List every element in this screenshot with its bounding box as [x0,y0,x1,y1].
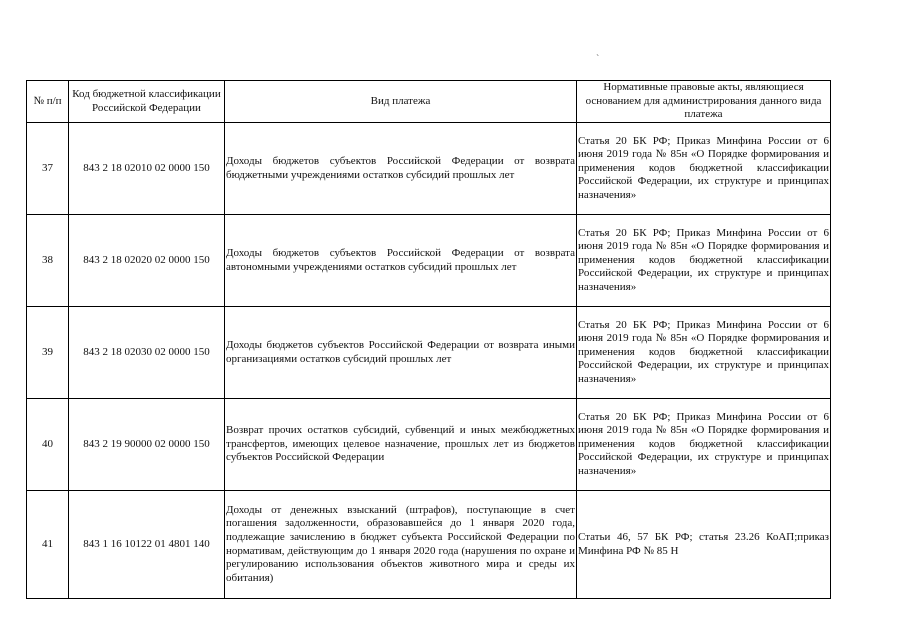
row-code: 843 2 18 02030 02 0000 150 [69,307,225,399]
row-legal-acts: Статья 20 БК РФ; Приказ Минфина России от 6 июня 2019 года № 85н «О Порядке формирования и применения кодов бюджетной классификации Российской Федерации, их структуре и принципах назначения» [577,215,831,307]
header-code: Код бюджетной классификации Российской Федерации [69,81,225,123]
row-number: 40 [27,399,69,491]
row-code: 843 1 16 10122 01 4801 140 [69,491,225,599]
table-row [27,491,831,599]
page-mark: ` [596,54,600,65]
row-number: 41 [27,491,69,599]
row-number: 37 [27,123,69,215]
header-legal-acts: Нормативные правовые акты, являющиеся основанием для администрирования данного вида платежа [577,81,831,123]
row-legal-acts: Статья 20 БК РФ; Приказ Минфина России от 6 июня 2019 года № 85н «О Порядке формирования и применения кодов бюджетной классификации Российской Федерации, их структуре и принципах назначения» [577,307,831,399]
row-payment-kind: Доходы бюджетов субъектов Российской Федерации от возврата бюджетными учреждениями остатков субсидий прошлых лет [225,123,577,215]
row-legal-acts: Статья 20 БК РФ; Приказ Минфина России от 6 июня 2019 года № 85н «О Порядке формирования и применения кодов бюджетной классификации Российской Федерации, их структуре и принципах назначения» [577,399,831,491]
table-row [27,215,831,307]
row-number: 39 [27,307,69,399]
row-payment-kind: Возврат прочих остатков субсидий, субвенций и иных межбюджетных трансфертов, имеющих целевое назначение, прошлых лет из бюджетов субъектов Российской Федерации [225,399,577,491]
row-code: 843 2 18 02020 02 0000 150 [69,215,225,307]
row-number: 38 [27,215,69,307]
budget-codes-table [26,80,831,599]
header-payment-kind: Вид платежа [225,81,577,123]
row-legal-acts: Статьи 46, 57 БК РФ; статья 23.26 КоАП;приказ Минфина РФ № 85 Н [577,491,831,599]
header-number: № п/п [27,81,69,123]
row-payment-kind: Доходы бюджетов субъектов Российской Федерации от возврата автономными учреждениями остатков субсидий прошлых лет [225,215,577,307]
table-row [27,307,831,399]
row-payment-kind: Доходы бюджетов субъектов Российской Федерации от возврата иными организациями остатков субсидий прошлых лет [225,307,577,399]
table-row [27,399,831,491]
row-code: 843 2 18 02010 02 0000 150 [69,123,225,215]
table-row [27,123,831,215]
table-header-row [27,81,831,123]
row-legal-acts: Статья 20 БК РФ; Приказ Минфина России от 6 июня 2019 года № 85н «О Порядке формирования и применения кодов бюджетной классификации Российской Федерации, их структуре и принципах назначения» [577,123,831,215]
row-payment-kind: Доходы от денежных взысканий (штрафов), поступающие в счет погашения задолженности, образовавшейся до 1 января 2020 года, подлежащие зачислению в бюджет субъекта Российской Федерации по нормативам, действующим до 1 января 2020 года (нарушения по охране и регулированию использования объектов животного мира и среды их обитания) [225,491,577,599]
row-code: 843 2 19 90000 02 0000 150 [69,399,225,491]
